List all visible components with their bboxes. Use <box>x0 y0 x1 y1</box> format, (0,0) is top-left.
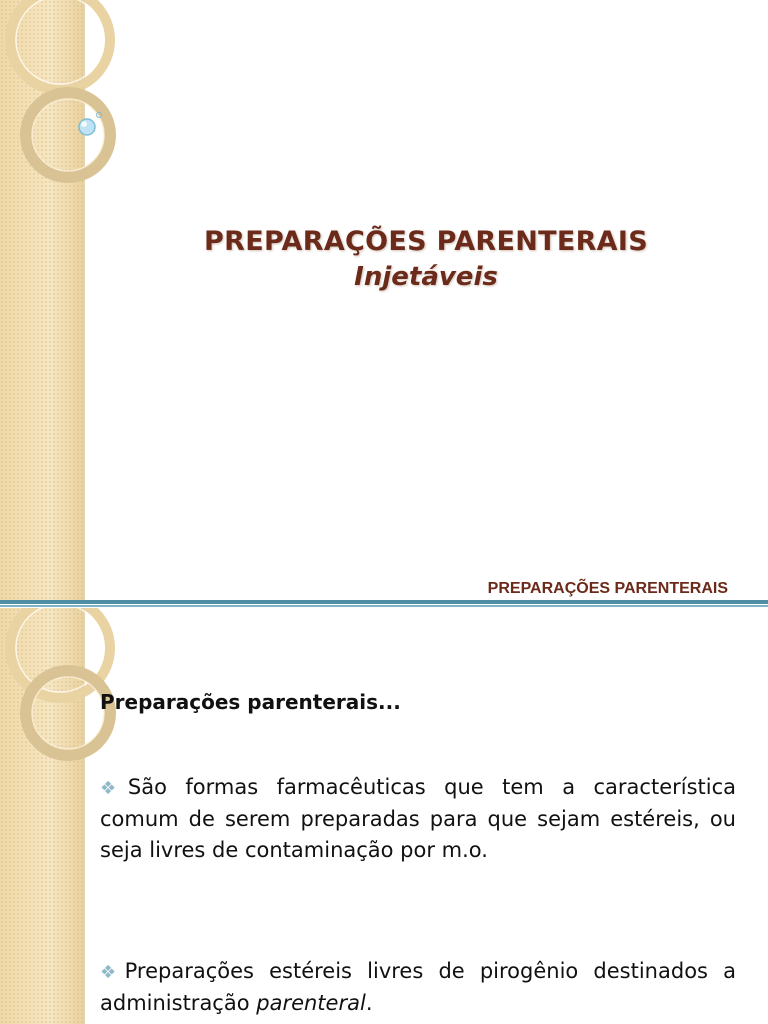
content-heading: Preparações parenterais... <box>100 690 401 714</box>
content-slide <box>0 608 768 1024</box>
bullet-paragraph <box>100 956 736 1019</box>
bullet-emphasis: parenteral <box>256 991 366 1015</box>
decorative-circles-icon <box>0 0 130 600</box>
decorative-sidebar <box>0 608 85 1024</box>
title-block <box>84 224 768 294</box>
bullet-paragraph <box>100 772 736 866</box>
slide-title: PREPARAÇÕES PARENTERAIS <box>204 226 648 257</box>
bullet-suffix: . <box>365 991 373 1015</box>
decorative-sidebar <box>0 0 85 600</box>
bullet-text: São formas farmacêuticas que tem a característica comum de serem preparadas para que sejam estéreis, ou seja livres de contaminação por m.o. <box>100 775 737 862</box>
diamond-bullet-icon: ❖ <box>100 962 125 983</box>
slide-divider <box>0 600 768 608</box>
bullet-text: Preparações estéreis livres de pirogênio destinados a administração <box>100 959 737 1015</box>
slide-footer: PREPARAÇÕES PARENTERAIS <box>487 580 728 597</box>
diamond-bullet-icon: ❖ <box>100 778 128 799</box>
slide-subtitle: Injetáveis <box>354 262 498 292</box>
